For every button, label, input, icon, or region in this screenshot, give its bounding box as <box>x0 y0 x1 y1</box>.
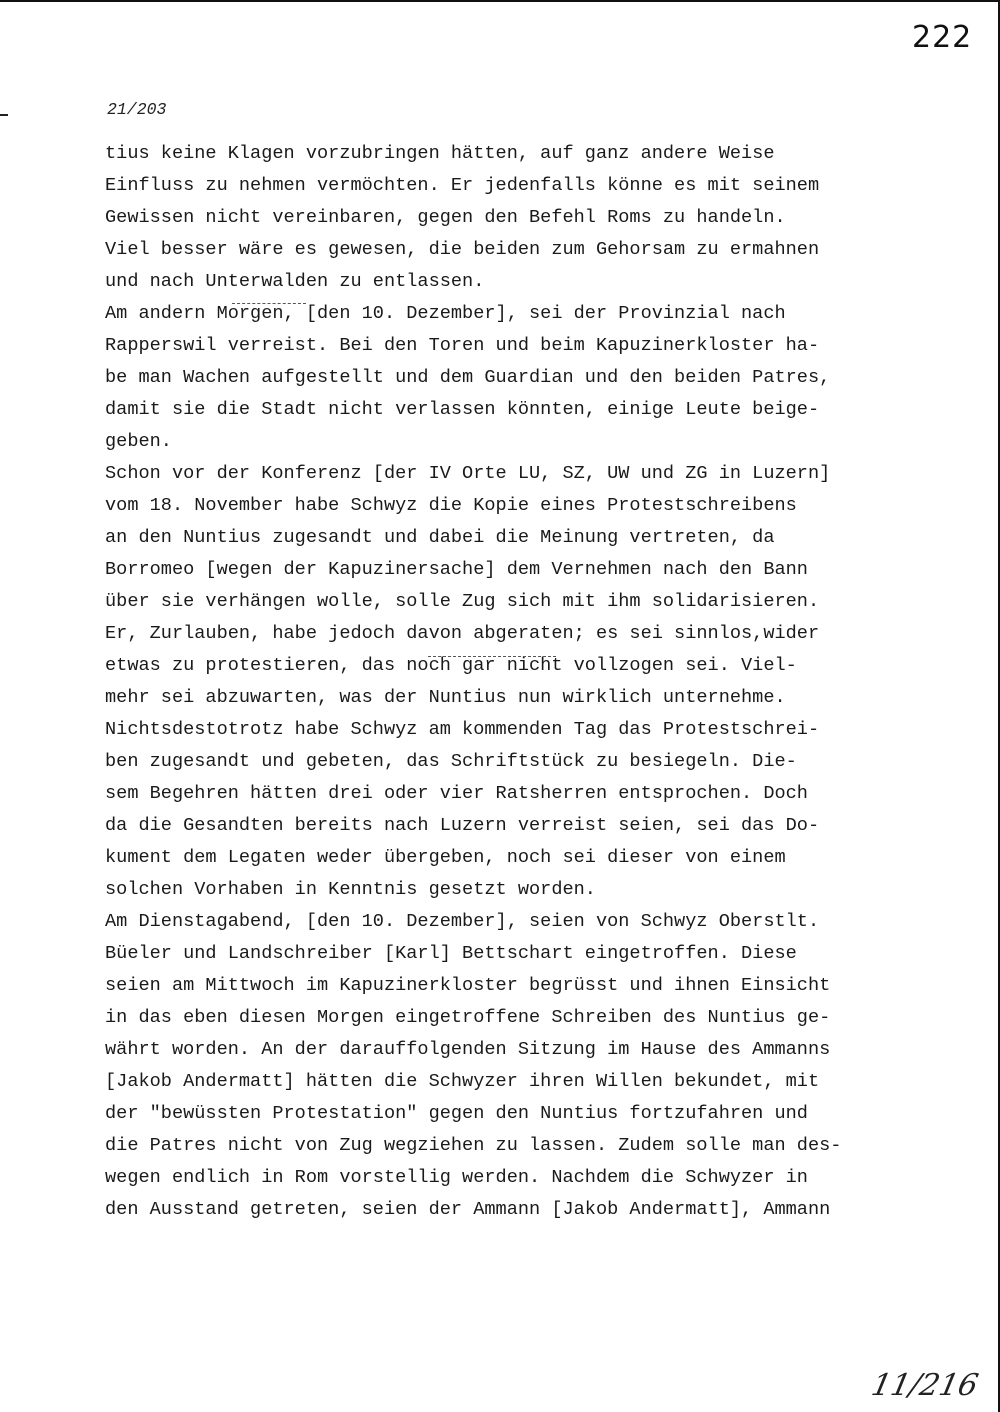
text-line: da die Gesandten bereits nach Luzern verreist seien, sei das Do- <box>105 815 820 836</box>
text-line: Er, Zurlauben, habe jedoch davon abgeraten; es sei sinnlos,wider <box>105 623 820 644</box>
text-line: Viel besser wäre es gewesen, die beiden zum Gehorsam zu ermahnen <box>105 239 820 260</box>
text-line: wegen endlich in Rom vorstellig werden. Nachdem die Schwyzer in <box>105 1167 808 1188</box>
text-line: der "bewüssten Protestation" gegen den Nuntius fortzufahren und <box>105 1103 808 1124</box>
text-line: kument dem Legaten weder übergeben, noch sei dieser von einem <box>105 847 786 868</box>
text-line: vom 18. November habe Schwyz die Kopie eines Protestschreibens <box>105 495 797 516</box>
text-line: den Ausstand getreten, seien der Ammann [Jakob Andermatt], Ammann <box>105 1199 831 1220</box>
text-line: währt worden. An der darauffolgenden Sitzung im Hause des Ammanns <box>105 1039 831 1060</box>
text-line: Borromeo [wegen der Kapuzinersache] dem Vernehmen nach den Bann <box>105 559 808 580</box>
text-line: die Patres nicht von Zug wegziehen zu lassen. Zudem solle man des- <box>105 1135 842 1156</box>
page-number: 222 <box>912 20 973 55</box>
text-line: Am Dienstagabend, [den 10. Dezember], seien von Schwyz Oberstlt. <box>105 911 820 932</box>
text-line: Büeler und Landschreiber [Karl] Bettschart eingetroffen. Diese <box>105 943 797 964</box>
text-line: geben. <box>105 431 172 452</box>
text-line: be man Wachen aufgestellt und dem Guardian und den beiden Patres, <box>105 367 831 388</box>
text-line: und nach Unterwalden zu entlassen. <box>105 271 485 292</box>
text-line: Nichtsdestotrotz habe Schwyz am kommenden Tag das Protestschrei- <box>105 719 820 740</box>
text-line: solchen Vorhaben in Kenntnis gesetzt worden. <box>105 879 596 900</box>
text-line: Schon vor der Konferenz [der IV Orte LU, SZ, UW und ZG in Luzern] <box>105 463 831 484</box>
text-line: ben zugesandt und gebeten, das Schriftstück zu besiegeln. Die- <box>105 751 797 772</box>
text-line: etwas zu protestieren, das noch gar nicht vollzogen sei. Viel- <box>105 655 797 676</box>
text-line: in das eben diesen Morgen eingetroffene Schreiben des Nuntius ge- <box>105 1007 831 1028</box>
text-line: an den Nuntius zugesandt und dabei die Meinung vertreten, da <box>105 527 775 548</box>
text-line: seien am Mittwoch im Kapuzinerkloster begrüsst und ihnen Einsicht <box>105 975 831 996</box>
text-line: tius keine Klagen vorzubringen hätten, auf ganz andere Weise <box>105 143 775 164</box>
text-line: Rapperswil verreist. Bei den Toren und beim Kapuzinerkloster ha- <box>105 335 820 356</box>
text-line: damit sie die Stadt nicht verlassen könnten, einige Leute beige- <box>105 399 820 420</box>
text-line: sem Begehren hätten drei oder vier Ratsherren entsprochen. Doch <box>105 783 808 804</box>
pencil-mark-morgen <box>232 303 306 304</box>
text-line: [Jakob Andermatt] hätten die Schwyzer ihren Willen bekundet, mit <box>105 1071 820 1092</box>
text-line: Am andern Morgen, [den 10. Dezember], sei der Provinzial nach <box>105 303 786 324</box>
handwritten-folio-number: 11/216 <box>868 1368 982 1403</box>
text-line: mehr sei abzuwarten, was der Nuntius nun wirklich unternehme. <box>105 687 786 708</box>
text-line: Gewissen nicht vereinbaren, gegen den Befehl Roms zu handeln. <box>105 207 786 228</box>
pencil-mark-noch-gar-nicht <box>428 656 556 657</box>
document-reference: 21/203 <box>107 100 167 119</box>
body-text <box>105 138 905 1226</box>
text-line: über sie verhängen wolle, solle Zug sich mit ihm solidarisieren. <box>105 591 820 612</box>
text-line: Einfluss zu nehmen vermöchten. Er jedenfalls könne es mit seinem <box>105 175 820 196</box>
margin-tick <box>0 114 8 116</box>
